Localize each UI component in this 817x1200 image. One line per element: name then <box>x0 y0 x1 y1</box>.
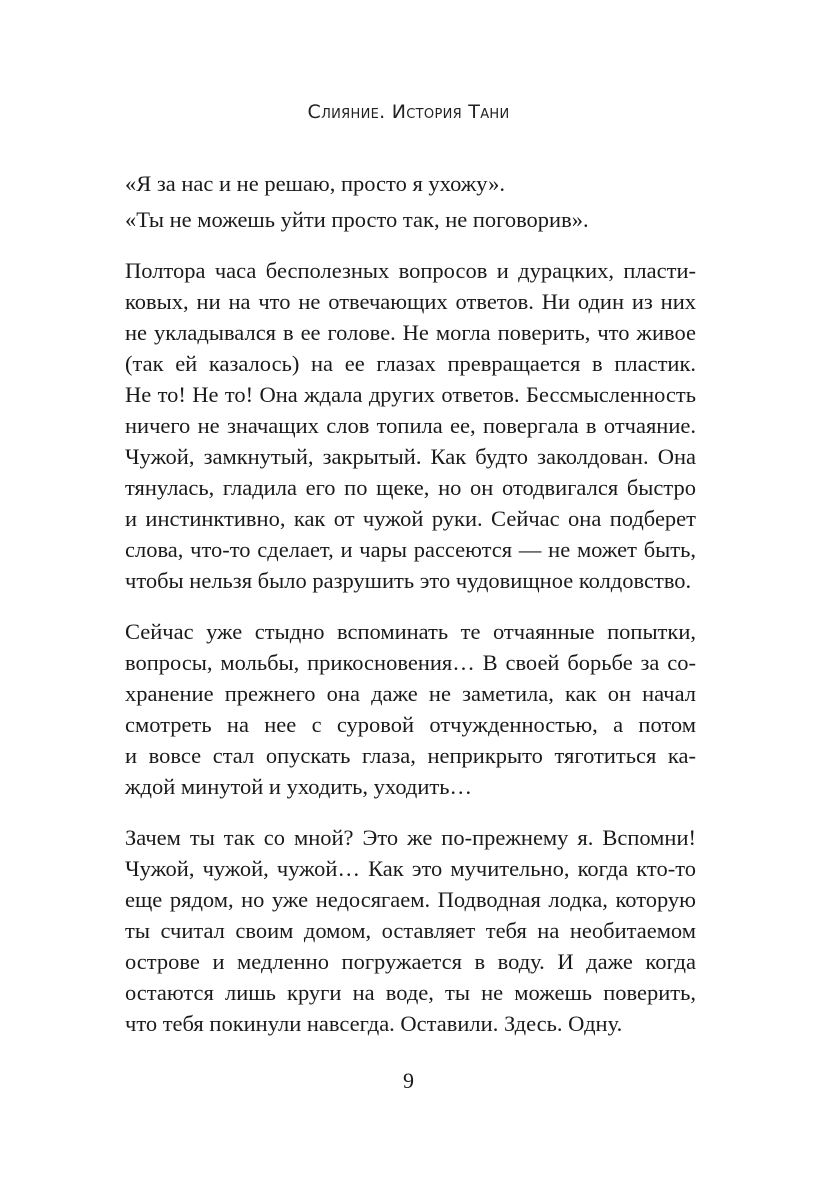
paragraph <box>125 204 696 235</box>
text-line: вопросы, мольбы, прикосновения… В своей борьбе за со- <box>125 650 696 675</box>
text-line: ковых, ни на что не отвечающих ответов. Ни один из них <box>125 289 696 314</box>
body-text <box>125 168 696 1059</box>
text-line: «Ты не можешь уйти просто так, не поговорив». <box>125 207 589 232</box>
paragraph <box>125 255 696 596</box>
text-line: смотреть на нее с суровой отчужденностью, а потом <box>125 712 696 737</box>
paragraph <box>125 168 696 199</box>
text-line: остаются лишь круги на воде, ты не можешь поверить, <box>125 980 696 1005</box>
text-line: Зачем ты так со мной? Это же по-прежнему я. Вспомни! <box>125 825 696 850</box>
text-line: ты считал своим домом, оставляет тебя на необитаемом <box>125 918 696 943</box>
text-line: ждой минутой и уходить, уходить… <box>125 774 473 799</box>
text-line: Полтора часа бесполезных вопросов и дурацких, пласти- <box>125 258 696 283</box>
running-header: Слияние. История Тани <box>307 101 510 123</box>
paragraph <box>125 616 696 802</box>
text-line: и вовсе стал опускать глаза, неприкрыто тяготиться ка- <box>125 743 696 768</box>
text-line: и инстинктивно, как от чужой руки. Сейчас она подберет <box>125 506 696 531</box>
text-line: Чужой, замкнутый, закрытый. Как будто заколдован. Она <box>125 444 696 469</box>
text-line: тянулась, гладила его по щеке, но он отодвигался быстро <box>125 475 696 500</box>
text-line: чтобы нельзя было разрушить это чудовищное колдовство. <box>125 568 692 593</box>
text-line: что тебя покинули навсегда. Оставили. Здесь. Одну. <box>125 1011 623 1036</box>
text-line: не укладывался в ее голове. Не могла поверить, что живое <box>125 320 696 345</box>
text-line: (так ей казалось) на ее глазах превращается в пластик. <box>125 351 696 376</box>
paragraph <box>125 822 696 1039</box>
page-number: 9 <box>403 1068 414 1093</box>
text-line: хранение прежнего она даже не заметила, как он начал <box>125 681 696 706</box>
text-line: Сейчас уже стыдно вспоминать те отчаянные попытки, <box>125 619 696 644</box>
text-line: ничего не значащих слов топила ее, повергала в отчаяние. <box>125 413 696 438</box>
text-line: слова, что-то сделает, и чары рассеются — не может быть, <box>125 537 696 562</box>
text-line: Чужой, чужой, чужой… Как это мучительно, когда кто-то <box>125 856 696 881</box>
text-line: острове и медленно погружается в воду. И даже когда <box>125 949 696 974</box>
text-line: еще рядом, но уже недосягаем. Подводная лодка, которую <box>125 887 696 912</box>
text-line: «Я за нас и не решаю, просто я ухожу». <box>125 171 505 196</box>
text-line: Не то! Не то! Она ждала других ответов. Бессмысленность <box>125 382 696 407</box>
